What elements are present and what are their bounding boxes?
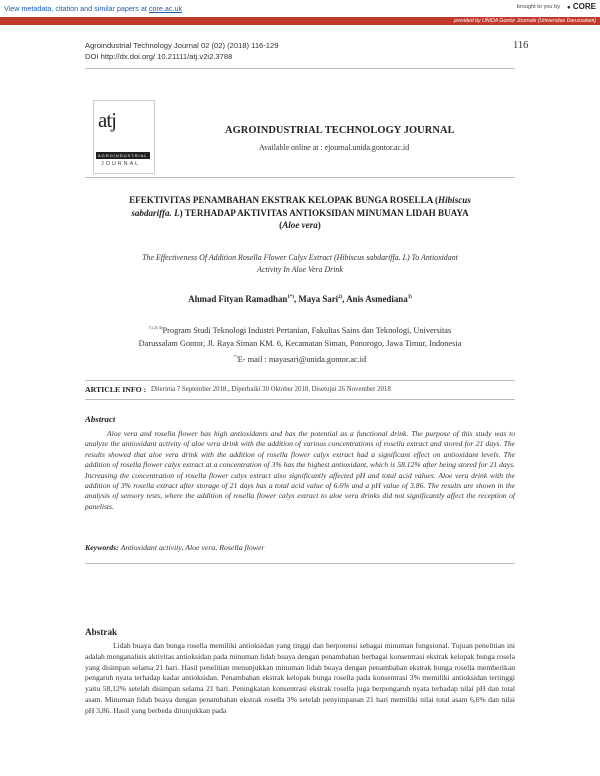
core-link[interactable]: core.ac.uk [148,4,183,13]
divider [85,380,515,381]
divider [85,563,515,564]
author: Ahmad Fityan Ramadhan [188,294,288,304]
author-list: Ahmad Fityan Ramadhan$^{1*)}$, Maya Sari$^{2)}$, Anis Asmediana$^{3)}$ [188,294,412,304]
email-line: *)E- mail : mayasari@unida.gontor.ac.id [233,353,367,364]
affiliation: $^{1) 2) 3)}$Program Studi Teknologi Industri Pertanian, Fakultas Sains dan Teknologi, Universitas Darussalam Gontor, Jl. Raya Siman KM. 6, Kecamatan Siman, Ponorogo, Jawa Timur, Indonesia *)E- mail : mayasari@unida.gontor.ac.id [85,321,515,366]
abstract-body: Aloe vera and rosella flower has high antioxidants and has the potential as a functional drink. The purpose of this study was to analyze the antioxidant activity of aloe vera drink with the addition of various concentrations of rosella extract and stored for 21 days. The results showed that aloe vera drink with the addition of rosella flower calyx extract had a significant effect on antioxidant levels. The addition of rosella flower calyx extract at a concentration of 3% has the highest antioxidant, which is 58.12% after being stored for 21 days. Increasing the concentration of rosella flower calyx extract also significantly affected pH and total acid values. Aloe vera drink with the addition of 3% rosella extract after storage of 21 days has a total acid value of 6.6% and a pH value of 3.86. The results are shown in the analysis of sensory tests, where the addition of rosella flower calyx extract to aloe vera drinks did not significantly affect the reception of panelists. [85,429,515,511]
journal-citation [85,40,278,62]
abstrak-heading: Abstrak [85,627,118,637]
author: Maya Sari [298,294,339,304]
abstrak-body: Lidah buaya dan bunga rosella memiliki antioksidan yang tinggi dan berpotensi sebagai minuman fungsional. Tujuan penelitian ini adalah menganalisis aktivitas antioksidan pada minuman lidah buaya dengan penambahan berbagai konsentrasi ekstrak kelopak bunga rosela yang disimpan selama 21 hari. Hasil penelitian menunjukkan minuman lidah buaya dengan penambahan ekstrak bunga rosella memberikan pengaruh nyata terhadap kadar antioksidan. Penambahan ekstrak kelopak bunga rosella pada konsentrasi 3% memiliki antioksidan tertinggi yaitu 58,12% setelah disimpan selama 21 hari. Peningkatan konsentrasi ekstrak rosella juga berpengaruh nyata terhadap nilai pH dan total asam. Minuman lidah buaya dengan penambahan ekstrak rosella 3% setelah penyimpanan 21 hari memiliki nilai total asam 6,6% dan nilai pH 3,86. Hasil yang berbeda ditunjukkan pada [85,641,515,715]
journal-logo-mark: atj [98,108,116,132]
article-title-line: (Aloe vera) [279,220,321,230]
core-metadata-text: View metadata, citation and similar papers at core.ac.uk [4,4,183,13]
abstract-heading: Abstract [85,414,116,424]
article-info-dates: Diterima 7 September 2018., Diperbaiki 30 Oktober 2018, Disetujui 26 November 2018 [151,386,391,393]
keywords: Keywords: Antioxidant activity, Aloe vera, Rosella flower [85,543,265,552]
article-info-label: ARTICLE INFO : [85,385,147,394]
article-title-line: EFEKTIVITAS PENAMBAHAN EKSTRAK KELOPAK BUNGA ROSELLA (Hibiscus [129,195,471,205]
divider [85,177,515,178]
divider [85,68,515,69]
journal-citation-line: Agroindustrial Technology Journal 02 (02) (2018) 116-129 [85,41,279,50]
journal-logo-bar-text: AGROINDUSTRIAL [98,153,148,158]
journal-availability: Available online at : ejournal.unida.gontor.ac.id [259,143,410,152]
brought-to-you-text: brought to you by [516,4,560,10]
page-number: 116 [513,40,529,51]
english-title: The Effectiveness Of Addition Rosella Flower Calyx Extract (Hibiscus sabdariffa. L) To Antioxidant Activity In Aloe Vera Drink [142,253,458,274]
article-title [85,194,515,232]
core-logo-icon: ● [567,5,571,11]
provided-by-text[interactable]: provided by UNIDA Gontor Journals (Universitas Darussalam) [453,17,596,24]
divider [85,399,515,400]
journal-logo-word: JOURNAL [101,161,141,167]
article-title-line: sabdariffa. L) TERHADAP AKTIVITAS ANTIOKSIDAN MINUMAN LIDAH BUAYA [131,207,469,218]
journal-title: AGROINDUSTRIAL TECHNOLOGY JOURNAL [225,125,455,136]
core-logo[interactable]: ● CORE [567,2,596,11]
author: Anis Asmediana [346,294,408,304]
doi-line: DOI http://dx.doi.org/ 10.21111/atj.v2i2.3788 [85,52,233,61]
